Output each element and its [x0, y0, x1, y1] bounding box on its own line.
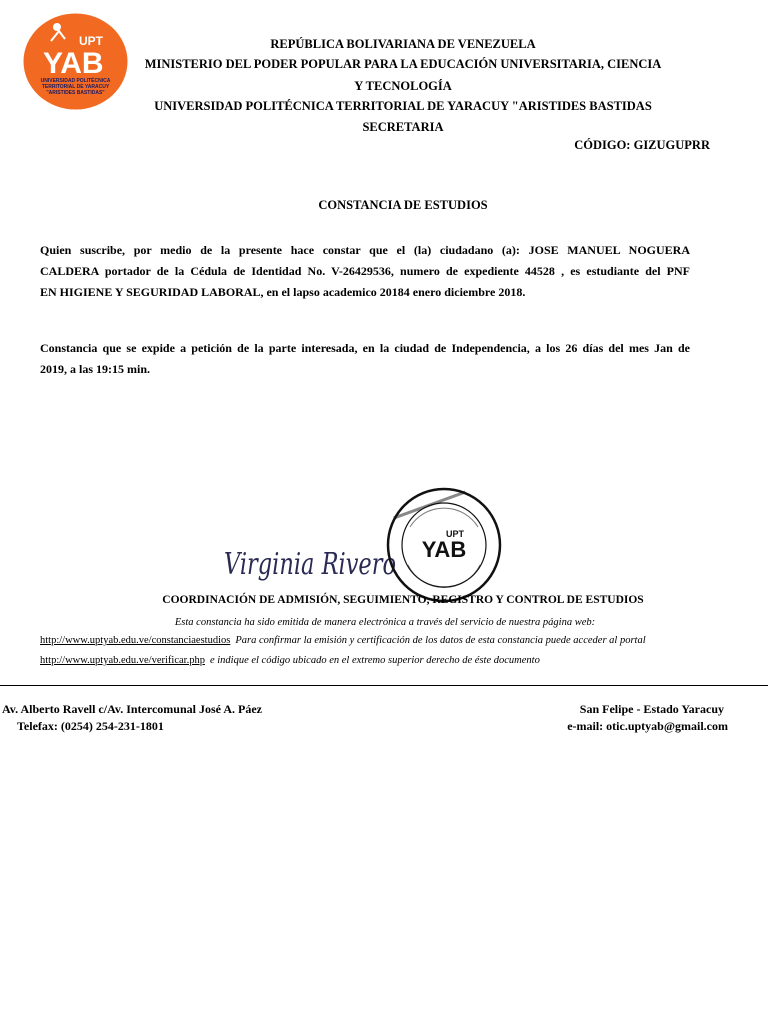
- verify-link[interactable]: http://www.uptyab.edu.ve/verificar.php: [40, 655, 205, 666]
- header-university: UNIVERSIDAD POLITÉCNICA TERRITORIAL DE YARACUY "ARISTIDES BASTIDAS: [154, 99, 652, 113]
- paragraph-line: EN HIGIENE Y SEGURIDAD LABORAL, en el lapso academico 20184 enero diciembre 2018.: [40, 285, 526, 299]
- signature-text: Virginia Rivero: [224, 547, 396, 582]
- paragraph-line: 2019, a las 19:15 min.: [40, 362, 151, 376]
- link-line-1: [40, 635, 646, 646]
- footer-email: e-mail: otic.uptyab@gmail.com: [567, 719, 728, 733]
- link-line-2: [40, 655, 540, 666]
- header-secretary: SECRETARIA: [362, 120, 444, 134]
- header-ministry: MINISTERIO DEL PODER POPULAR PARA LA EDUCACIÓN UNIVERSITARIA, CIENCIA: [144, 57, 662, 71]
- header-republic: REPÚBLICA BOLIVARIANA DE VENEZUELA: [270, 37, 536, 51]
- certification-paragraph: [40, 240, 690, 303]
- logo-yab: YAB: [43, 47, 104, 80]
- seal-yab: YAB: [421, 537, 467, 562]
- logo-subtitle-1: UNIVERSIDAD POLITÉCNICA: [40, 78, 111, 84]
- issuance-paragraph: [40, 338, 690, 380]
- logo-subtitle-2: TERRITORIAL DE YARACUY: [41, 84, 110, 90]
- coordination-title: COORDINACIÓN DE ADMISIÓN, SEGUIMIENTO, REGISTRO Y CONTROL DE ESTUDIOS: [162, 594, 644, 606]
- logo-subtitle-3: "ARISTIDES BASTIDAS": [46, 90, 105, 96]
- signature-image: [220, 528, 400, 588]
- link-description-1: Para confirmar la emisión y certificación de los datos de esta constancia puede acceder al portal: [235, 635, 646, 646]
- footer-address: Av. Alberto Ravell c/Av. Intercomunal José A. Páez: [2, 702, 262, 716]
- logo-upt: UPT: [79, 34, 103, 48]
- header-ministry-cont: Y TECNOLOGÍA: [354, 79, 452, 93]
- official-seal: [386, 487, 502, 603]
- paragraph-line: CALDERA portador de la Cédula de Identidad No. V-26429536, numero de expediente 44528 , es estudiante del PNF: [40, 264, 690, 278]
- seal-upt: UPT: [446, 529, 464, 539]
- link-description-2: e indique el código ubicado en el extremo superior derecho de éste documento: [209, 655, 540, 666]
- constancia-link[interactable]: http://www.uptyab.edu.ve/constanciaestudios: [40, 635, 231, 646]
- document-title: CONSTANCIA DE ESTUDIOS: [318, 198, 488, 212]
- document-code: CÓDIGO: GIZUGUPRR: [574, 138, 710, 152]
- paragraph-line: Constancia que se expide a petición de la parte interesada, en la ciudad de Independencia, a los 26 días del mes Jan de: [40, 341, 690, 355]
- footer-phone: Telefax: (0254) 254-231-1801: [17, 719, 164, 733]
- footer-city: San Felipe - Estado Yaracuy: [579, 702, 724, 716]
- electronic-notice: Esta constancia ha sido emitida de manera electrónica a través del servicio de nuestra página web:: [174, 617, 596, 628]
- footer-divider: [0, 685, 768, 686]
- paragraph-line: Quien suscribe, por medio de la presente hace constar que el (la) ciudadano (a): JOSE MANUEL NOGUERA: [40, 243, 690, 257]
